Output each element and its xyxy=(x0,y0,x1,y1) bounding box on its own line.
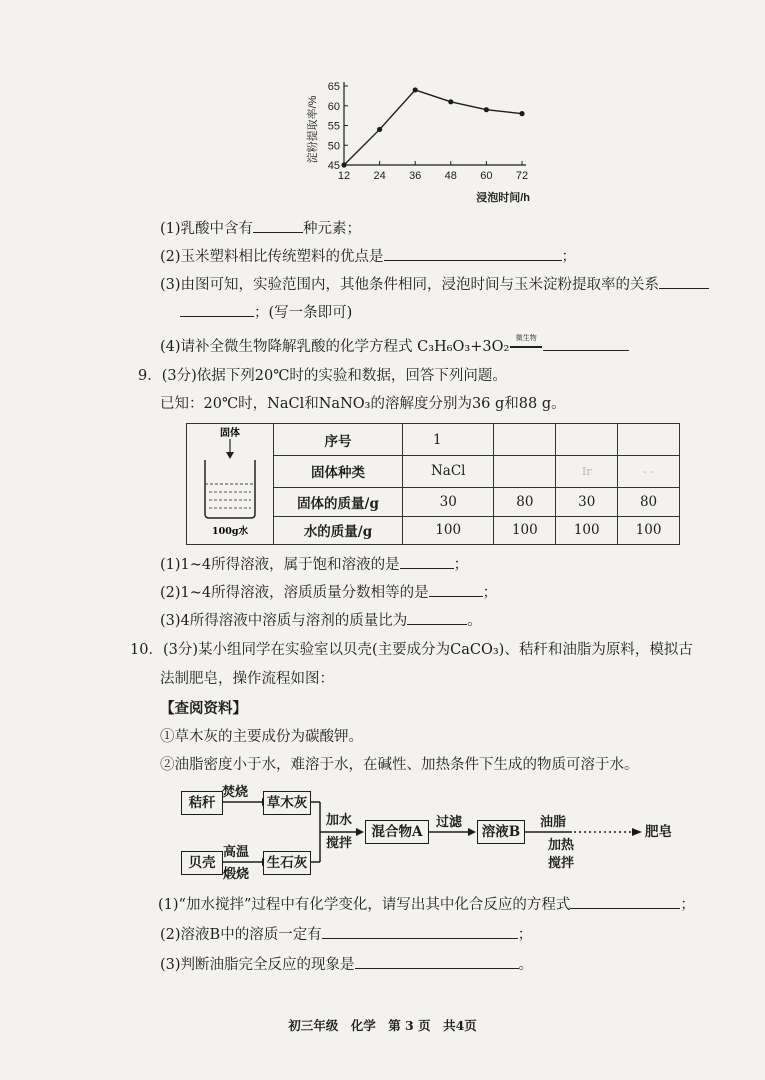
data-point xyxy=(484,107,489,112)
q8-part3-cont xyxy=(180,302,352,323)
x-tick-label: 72 xyxy=(515,170,529,182)
x-tick-label: 24 xyxy=(373,170,386,182)
q9-heading: 9．(3分)依据下列20℃时的实验和数据，回答下列问题。 xyxy=(138,368,507,384)
q8-part2-text: (2)玉米塑料相比传统塑料的优点是 xyxy=(160,249,384,265)
x-tick-label: 12 xyxy=(337,170,351,182)
answer-blank[interactable] xyxy=(570,894,680,909)
q10-part1 xyxy=(158,894,695,915)
high-temp-label: 高温 xyxy=(223,845,250,860)
y-tick-label: 45 xyxy=(327,160,340,172)
q9-part2 xyxy=(160,582,497,603)
q9-part2-end: ； xyxy=(482,585,498,601)
cell-type-2 xyxy=(494,456,556,487)
row-label-solid-type: 固体种类 xyxy=(274,456,403,487)
q9-part3 xyxy=(160,610,482,631)
q10-part3-text: (3)判断油脂完全反应的现象是 xyxy=(160,957,355,973)
cell-serial-1: 1 xyxy=(403,424,494,456)
reaction-arrow xyxy=(509,334,543,357)
answer-blank[interactable] xyxy=(180,302,254,317)
q8-part4 xyxy=(160,336,629,357)
y-tick-label: 65 xyxy=(327,81,340,93)
flow-diagram-lines xyxy=(170,780,710,890)
chart-series xyxy=(341,87,524,167)
q9-part3-end: 。 xyxy=(467,613,482,629)
burn-label: 焚烧 xyxy=(222,785,249,800)
q8-part3-end: ；(写一条即可) xyxy=(254,305,353,321)
cell-type-4: - - xyxy=(618,456,680,487)
cell-mass-3: 30 xyxy=(556,487,618,516)
q10-part2-end: ； xyxy=(517,927,533,943)
answer-blank[interactable] xyxy=(659,274,709,289)
q10-part1-end: ； xyxy=(680,897,695,913)
cell-type-3: Ir xyxy=(556,456,618,487)
q10-part2 xyxy=(160,924,532,945)
data-point xyxy=(413,87,418,92)
quicklime-box: 生石灰 xyxy=(263,851,311,875)
beaker-icon xyxy=(205,460,255,518)
mixture-a-box: 混合物A xyxy=(365,820,429,844)
row-label-serial: 序号 xyxy=(274,424,403,456)
extraction-rate-chart xyxy=(300,78,540,208)
y-tick-label: 50 xyxy=(327,140,340,153)
answer-blank[interactable] xyxy=(253,218,303,233)
answer-blank[interactable] xyxy=(400,554,454,569)
cell-mass-2: 80 xyxy=(494,487,556,516)
cell-type-1: NaCl xyxy=(403,456,494,487)
add-water-label: 加水 xyxy=(326,813,353,828)
stir2-label: 搅拌 xyxy=(548,856,575,871)
answer-blank[interactable] xyxy=(322,924,518,939)
answer-blank[interactable] xyxy=(355,954,519,969)
solid-label: 固体 xyxy=(220,428,240,439)
shell-box: 贝壳 xyxy=(181,851,223,875)
experiment-table xyxy=(186,423,680,545)
y-tick-label: 60 xyxy=(327,100,340,113)
beaker-figure xyxy=(187,424,274,545)
x-axis-label: 浸泡时间/h xyxy=(476,192,530,204)
row-label-solid-mass: 固体的质量/g xyxy=(274,487,403,516)
x-tick-label: 48 xyxy=(444,170,457,182)
q10-reference-1: ①草木灰的主要成份为碳酸钾。 xyxy=(160,729,363,745)
x-tick-label: 36 xyxy=(409,170,422,182)
heat-label: 加热 xyxy=(548,838,575,853)
q10-part3 xyxy=(160,954,533,975)
q10-part2-text: (2)溶液B中的溶质一定有 xyxy=(160,927,322,943)
reaction-condition: 微生物 xyxy=(515,334,537,342)
q8-part4-text: (4)请补全微生物降解乳酸的化学方程式 C₃H₆O₃+3O₂ xyxy=(160,339,510,355)
q8-part1 xyxy=(160,218,361,239)
q10-reference-title: 【查阅资料】 xyxy=(160,700,247,717)
q9-part3-text: (3)4所得溶液中溶质与溶剂的质量比为 xyxy=(160,613,408,629)
q8-part1-end: 种元素； xyxy=(303,221,362,237)
q9-part2-text: (2)1~4所得溶液，溶质质量分数相等的是 xyxy=(160,585,429,601)
q10-reference-2: ②油脂密度小于水，难溶于水，在碱性、加热条件下生成的物质可溶于水。 xyxy=(160,757,639,773)
cell-mass-1: 30 xyxy=(403,487,494,516)
calcine-label: 煅烧 xyxy=(223,867,250,882)
series-line xyxy=(344,90,522,165)
answer-blank[interactable] xyxy=(384,246,562,261)
q8-part2 xyxy=(160,246,576,267)
q10-heading-cont: 法制肥皂，操作流程如图： xyxy=(160,671,334,687)
cell-serial-3 xyxy=(556,424,618,456)
cell-water-1: 100 xyxy=(403,516,494,544)
straw-box: 秸秆 xyxy=(181,791,223,815)
solution-b-box: 溶液B xyxy=(477,820,525,844)
cell-water-3: 100 xyxy=(556,516,618,544)
q9-known: 已知：20℃时，NaCl和NaNO₃的溶解度分别为36 g和88 g。 xyxy=(160,396,566,412)
row-label-water-mass: 水的质量/g xyxy=(274,516,403,544)
cell-serial-2 xyxy=(494,424,556,456)
q10-heading: 10．(3分)某小组同学在实验室以贝壳(主要成分为CaCO₃)、秸秆和油脂为原料，模拟古 xyxy=(130,642,693,658)
q10-part1-text: (1)“加水搅拌”过程中有化学变化，请写出其中化合反应的方程式 xyxy=(158,897,571,913)
y-axis-label: 淀粉提取率/% xyxy=(307,95,319,164)
y-tick-label: 55 xyxy=(327,120,340,133)
soap-label: 肥皂 xyxy=(645,824,672,840)
plant-ash-box: 草木灰 xyxy=(263,791,311,815)
q8-part3-text: (3)由图可知，实验范围内，其他条件相同，浸泡时间与玉米淀粉提取率的关系 xyxy=(160,277,660,293)
q9-part1-end: ； xyxy=(453,557,469,573)
data-point xyxy=(519,111,524,116)
stir-label: 搅拌 xyxy=(326,836,353,851)
chart-axes xyxy=(305,81,530,204)
water-label: 100g水 xyxy=(212,526,248,537)
filter-label: 过滤 xyxy=(436,815,463,830)
data-point xyxy=(341,162,346,167)
q8-part2-end: ； xyxy=(561,249,577,265)
cell-mass-4: 80 xyxy=(618,487,680,516)
q8-part1-text: (1)乳酸中含有 xyxy=(160,221,254,237)
answer-blank[interactable] xyxy=(429,582,483,597)
data-point xyxy=(448,99,453,104)
cell-serial-4 xyxy=(618,424,680,456)
q9-part1 xyxy=(160,554,468,575)
q10-part3-end: 。 xyxy=(518,957,534,973)
answer-blank[interactable] xyxy=(407,610,467,625)
answer-blank[interactable] xyxy=(543,336,629,351)
q9-part1-text: (1)1~4所得溶液，属于饱和溶液的是 xyxy=(160,557,400,573)
x-tick-label: 60 xyxy=(480,170,493,182)
q8-part3 xyxy=(160,274,709,295)
data-point xyxy=(377,127,382,132)
oil-label: 油脂 xyxy=(540,815,567,830)
cell-water-2: 100 xyxy=(494,516,556,544)
cell-water-4: 100 xyxy=(618,516,680,544)
page-footer: 初三年级 化学 第 3 页 共4页 xyxy=(288,1018,477,1033)
